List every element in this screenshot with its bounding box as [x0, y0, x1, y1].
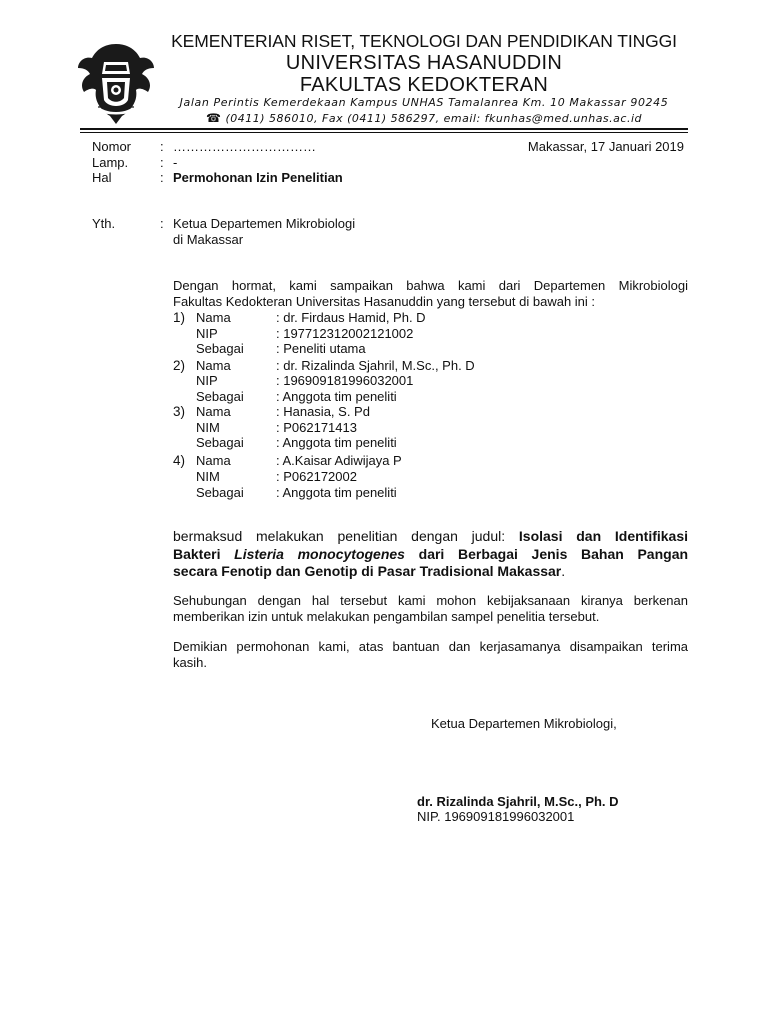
research-title-part-3: secara Fenotip dan Genotip di Pasar Tradisional Makassar	[173, 563, 562, 579]
signatory-name: dr. Rizalinda Sjahril, M.Sc., Ph. D	[417, 794, 619, 809]
university-seal-logo	[74, 38, 158, 130]
research-title-bakteri: Bakteri	[173, 546, 221, 562]
phone-icon: ☎	[206, 111, 222, 125]
request-line-1: Sehubungan dengan hal tersebut kami mohon kebijaksanaan kiranya berkenan	[173, 593, 688, 608]
lamp-colon: :	[160, 155, 164, 170]
person-1-role: : Peneliti utama	[276, 341, 366, 356]
person-3-role: : Anggota tim peneliti	[276, 435, 397, 450]
purpose-line-3	[173, 563, 565, 580]
research-title-species: Listeria monocytogenes	[234, 546, 405, 562]
person-1-id-key: NIP	[196, 326, 218, 341]
research-title-period: .	[561, 563, 566, 579]
hal-value: Permohonan Izin Penelitian	[173, 170, 343, 185]
intro-line-2: Fakultas Kedokteran Universitas Hasanuddin yang tersebut di bawah ini :	[173, 294, 596, 309]
person-2-role: : Anggota tim peneliti	[276, 389, 397, 404]
person-4-role-key: Sebagai	[196, 485, 244, 500]
person-3-id: : P062171413	[276, 420, 357, 435]
person-3-role-key: Sebagai	[196, 435, 244, 450]
recipient-colon: :	[160, 216, 164, 231]
person-3-name: : Hanasia, S. Pd	[276, 404, 370, 419]
closing-line-2: kasih.	[173, 655, 207, 670]
lamp-label: Lamp.	[92, 155, 129, 170]
person-2-name-key: Nama	[196, 358, 231, 373]
person-3-number: 3)	[173, 404, 186, 419]
contact-line	[160, 111, 688, 125]
person-2-number: 2)	[173, 358, 186, 373]
person-2-role-key: Sebagai	[196, 389, 244, 404]
person-4-number: 4)	[173, 453, 186, 468]
research-title-part-2: dari Berbagai Jenis Bahan Pangan	[418, 546, 689, 562]
header-rule-thick	[80, 128, 688, 130]
person-4-name: : A.Kaisar Adiwijaya P	[276, 453, 402, 468]
closing-line-1: Demikian permohonan kami, atas bantuan dan kerjasamanya disampaikan terima	[173, 639, 688, 654]
faculty-heading: FAKULTAS KEDOKTERAN	[299, 74, 549, 96]
request-line-2: memberikan izin untuk melakukan pengambilan sampel penelitia tersebut.	[173, 609, 600, 624]
recipient-line-2: di Makassar	[173, 232, 244, 247]
person-2-name: : dr. Rizalinda Sjahril, M.Sc., Ph. D	[276, 358, 475, 373]
signatory-position: Ketua Departemen Mikrobiologi,	[431, 716, 617, 731]
recipient-line-1: Ketua Departemen Mikrobiologi	[173, 216, 356, 231]
hal-colon: :	[160, 170, 164, 185]
header-rule-thin	[80, 132, 688, 133]
research-title-part-1: Isolasi dan Identifikasi	[518, 528, 689, 544]
person-4-id-key: NIM	[196, 469, 220, 484]
person-1-number: 1)	[173, 310, 186, 325]
person-2-id: : 196909181996032001	[276, 373, 414, 388]
person-2-id-key: NIP	[196, 373, 218, 388]
person-4-id: : P062172002	[276, 469, 357, 484]
person-1-id: : 197712312002121002	[276, 326, 414, 341]
contact-text: (0411) 586010, Fax (0411) 586297, email: fkunhas@med.unhas.ac.id	[225, 112, 642, 125]
nomor-value: ……………………………	[173, 139, 316, 154]
person-1-name-key: Nama	[196, 310, 231, 325]
letter-date: Makassar, 17 Januari 2019	[527, 139, 684, 154]
nomor-label: Nomor	[92, 139, 132, 154]
university-heading: UNIVERSITAS HASANUDDIN	[285, 52, 563, 74]
person-1-role-key: Sebagai	[196, 341, 244, 356]
person-3-name-key: Nama	[196, 404, 231, 419]
purpose-lead: bermaksud melakukan penelitian dengan judul:	[173, 528, 506, 544]
lamp-value: -	[173, 155, 178, 170]
purpose-line-1	[173, 528, 688, 545]
purpose-line-2	[173, 546, 688, 563]
recipient-label: Yth.	[92, 216, 116, 231]
ministry-heading: KEMENTERIAN RISET, TEKNOLOGI DAN PENDIDIKAN TINGGI	[171, 31, 677, 51]
person-4-role: : Anggota tim peneliti	[276, 485, 397, 500]
intro-line-1: Dengan hormat, kami sampaikan bahwa kami dari Departemen Mikrobiologi	[173, 278, 688, 293]
person-3-id-key: NIM	[196, 420, 220, 435]
person-1-name: : dr. Firdaus Hamid, Ph. D	[276, 310, 426, 325]
signatory-nip: NIP. 196909181996032001	[417, 809, 575, 824]
hal-label: Hal	[92, 170, 112, 185]
address-line: Jalan Perintis Kemerdekaan Kampus UNHAS Tamalanrea Km. 10 Makassar 90245	[179, 96, 669, 109]
person-4-name-key: Nama	[196, 453, 231, 468]
nomor-colon: :	[160, 139, 164, 154]
